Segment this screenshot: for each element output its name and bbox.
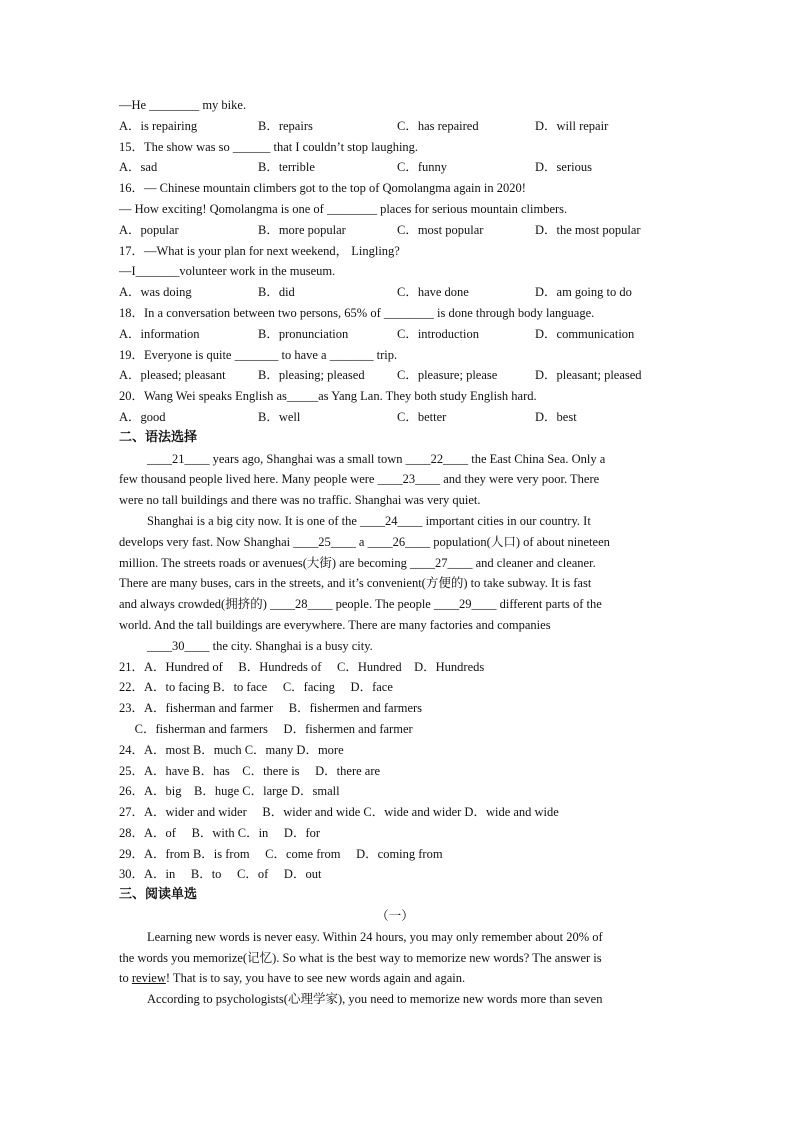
option-b[interactable]: B．well: [258, 409, 301, 424]
choice-line-24[interactable]: 24．A．most B．much C．many D．more: [119, 742, 344, 757]
section-heading-reading: 三、阅读单选: [119, 887, 198, 903]
reading-line: the words you memorize(记忆). So what is the best way to memorize new words? The answer is: [119, 950, 602, 965]
option-b[interactable]: B．repairs: [258, 118, 313, 133]
option-b[interactable]: B．terrible: [258, 160, 315, 175]
option-a[interactable]: A．pleased; pleasant: [119, 368, 226, 383]
option-c[interactable]: C．funny: [397, 160, 448, 175]
question-19: 19．Everyone is quite _______ to have a _______ trip.: [119, 347, 398, 362]
underlined-word-review: review: [131, 971, 166, 986]
passage-line: Shanghai is a big city now. It is one of the ____24____ important cities in our country. It: [147, 513, 591, 528]
question-14-tail: —He ________ my bike.: [119, 98, 247, 112]
option-a[interactable]: A．sad: [119, 160, 158, 175]
question-17-prompt: 17．—What is your plan for next weekend， Lingling?: [119, 243, 400, 258]
choice-line-21[interactable]: 21．A．Hundred of B．Hundreds of C．Hundred D．Hundreds: [119, 659, 485, 674]
reading-text: ! That is to say, you have to see new words again and again.: [165, 971, 466, 986]
option-a[interactable]: A．information: [119, 326, 200, 341]
passage-line: There are many buses, cars in the streets, and it’s convenient(方便的) to take subway. It is fast: [119, 576, 592, 591]
passage-line: develops very fast. Now Shanghai ____25____ a ____26____ population(人口) of about nineteen: [119, 534, 610, 549]
option-a[interactable]: A．is repairing: [119, 118, 198, 133]
passage-line: ____30____ the city. Shanghai is a busy city.: [147, 638, 373, 653]
question-16-prompt: 16．— Chinese mountain climbers got to the top of Qomolangma again in 2020!: [119, 181, 526, 196]
option-b[interactable]: B．pronunciation: [258, 326, 349, 341]
choice-line-23[interactable]: 23．A．fisherman and farmer B．fishermen and farmers: [119, 701, 423, 716]
option-c[interactable]: C．most popular: [397, 222, 484, 237]
option-c[interactable]: C．pleasure; please: [397, 368, 498, 383]
reading-line: According to psychologists(心理学家), you need to memorize new words more than seven: [147, 992, 603, 1007]
choice-line-25[interactable]: 25．A．have B．has C．there is D．there are: [119, 763, 381, 778]
passage-line: million. The streets roads or avenues(大街) are becoming ____27____ and cleaner and cleaner.: [119, 555, 596, 570]
choice-line-26[interactable]: 26．A．big B．huge C．large D．small: [119, 784, 340, 799]
question-15: 15．The show was so ______ that I couldn’t stop laughing.: [119, 139, 419, 154]
choice-line-30[interactable]: 30．A．in B．to C．of D．out: [119, 867, 322, 882]
worksheet-page: [119, 95, 671, 1010]
question-18: 18．In a conversation between two persons, 65% of ________ is done through body language.: [119, 305, 595, 320]
option-d[interactable]: D．communication: [535, 326, 635, 341]
passage-line: and always crowded(拥挤的) ____28____ people. The people ____29____ different parts of the: [119, 597, 602, 612]
question-14-options: [119, 116, 671, 137]
question-20: 20．Wang Wei speaks English as_____as Yang Lan. They both study English hard.: [119, 389, 537, 404]
option-d[interactable]: D．pleasant; pleased: [535, 368, 642, 383]
choice-line-28[interactable]: 28．A．of B．with C．in D．for: [119, 825, 321, 840]
question-20-options: [119, 407, 671, 428]
option-b[interactable]: B．did: [258, 285, 295, 300]
choice-line-22[interactable]: 22．A．to facing B．to face C．facing D．face: [119, 680, 393, 695]
question-17-response: —I_______volunteer work in the museum.: [119, 264, 336, 279]
question-16-response: — How exciting! Qomolangma is one of ________ places for serious mountain climbers.: [119, 201, 568, 216]
option-c[interactable]: C．better: [397, 409, 447, 424]
choice-line-29[interactable]: 29．A．from B．is from C．come from D．coming from: [119, 846, 443, 861]
option-d[interactable]: D．best: [535, 409, 577, 424]
choice-line-23-cont[interactable]: C．fisherman and farmers D．fishermen and farmer: [119, 721, 413, 736]
passage-line: world. And the tall buildings are everywhere. There are many factories and companies: [119, 617, 551, 632]
option-d[interactable]: D．serious: [535, 160, 592, 175]
passage-line: few thousand people lived here. Many people were ____23____ and they were very poor. There: [119, 472, 600, 487]
option-c[interactable]: C．has repaired: [397, 118, 479, 133]
option-a[interactable]: A．was doing: [119, 285, 192, 300]
passage-line: ____21____ years ago, Shanghai was a small town ____22____ the East China Sea. Only a: [147, 451, 606, 466]
choice-line-27[interactable]: 27．A．wider and wider B．wider and wide C．wide and wider D．wide and wide: [119, 805, 559, 820]
option-b[interactable]: B．pleasing; pleased: [258, 368, 365, 383]
passage-number: （一）: [376, 909, 414, 924]
option-a[interactable]: A．popular: [119, 222, 179, 237]
option-d[interactable]: D．will repair: [535, 118, 609, 133]
question-15-options: [119, 157, 671, 178]
reading-line: [119, 968, 671, 989]
question-17-options: [119, 282, 671, 303]
reading-text: to: [119, 971, 132, 986]
option-c[interactable]: C．introduction: [397, 326, 479, 341]
option-d[interactable]: D．the most popular: [535, 222, 641, 237]
option-b[interactable]: B．more popular: [258, 222, 346, 237]
question-19-options: [119, 365, 671, 386]
option-c[interactable]: C．have done: [397, 285, 469, 300]
question-16-options: [119, 220, 671, 241]
option-a[interactable]: A．good: [119, 409, 166, 424]
passage-line: were no tall buildings and there was no traffic. Shanghai was very quiet.: [119, 493, 481, 508]
reading-line: Learning new words is never easy. Within 24 hours, you may only remember about 20% of: [147, 929, 603, 944]
option-d[interactable]: D．am going to do: [535, 285, 632, 300]
section-heading-grammar: 二、语法选择: [119, 429, 198, 445]
question-18-options: [119, 324, 671, 345]
